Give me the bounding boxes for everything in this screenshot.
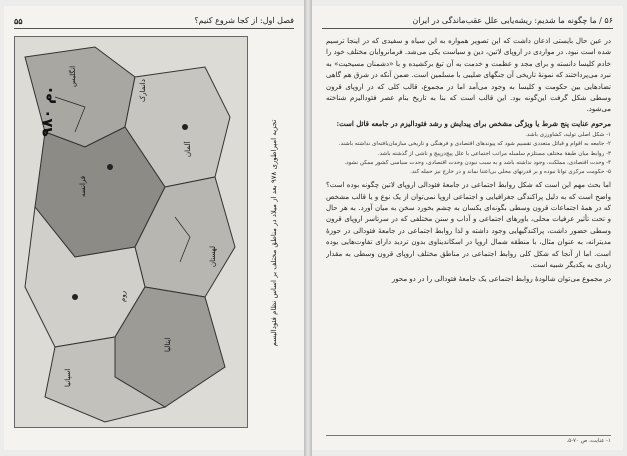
left-page-number: ۵۵ [14, 16, 23, 26]
list-item: ۱- شکل اصلی تولید، کشاورزی باشد. [525, 132, 611, 139]
book-gutter [304, 0, 312, 456]
paragraph: در مجموع می‌توان شالودهٔ روابط اجتماعی یک جامعهٔ فئودالی را در دو محور [391, 274, 611, 283]
map-label: آلمان [184, 141, 192, 157]
paragraph: اما بحث مهم این است که شکل روابط اجتماعی در جامعهٔ فئودالی اروپای لاتین چگونه بوده است؟ واضح است که به دلیل پراکندگی جغرافیایی و اجتماعی اروپا نمی‌توان از یک نوع و یا قالب مشخص که در همهٔ اجتماعات قرون وسطی بگونه‌ای یکسان به چشم بخورد سخن به میان آورد. به هر حال و تحت تأثیر عرفیات محلی، باورهای اجتماعی و آداب و سنن مختلفی که در سرتاسر اروپای قرون وسطی حضور داشت، پراکندگیهایی وجود داشته و لذا روابط اجتماعی در جامعهٔ فئودالی در حوزهٔ مدیترانه، به عنوان مثال، با منطقه شمال اروپا در اسکاندیناوی بدون تردید دارای تفاوت‌هایی بوده است. اما از آنجا که شکل کلی روابط اجتماعی در مناطق مختلف اروپای قرون وسطی به مقدار زیادی به یکدیگر شبیه است. [326, 181, 611, 270]
list-item: ۲- جامعه به اقوام و قبائل متعددی تقسیم شود که پیوندهای اقتصادی و فرهنگی و تاریخی سازمان‌یافته‌ای نداشته باشند. [338, 141, 611, 148]
left-running-header [14, 14, 294, 29]
list-item: ۵- حکومت مرکزی توانا نبوده و بر قدرتهای محلی بی‌اعتنا نماند و در خارج نیز حمله کند. [410, 169, 611, 176]
historical-map [14, 36, 248, 428]
paragraph: در عین حال بایستی اذعان داشت که این تصویر همواره به این سیاه و سفیدی که در اینجا ترسیم شده است نبود. در مواردی در اروپای لاتین، دین و سیاست یکی می‌شد. فرمانروایان مختلف خود را خادم کلیسا دانسته و برای مجد و عظمت و خدمت به آن تیغ برکشیده و با «دشمنان مسیحیت» به نبرد می‌پرداختند که نمونهٔ تاریخی آن جنگهای صلیبی با مسلمین است. ضمن آنکه در شرق هم گاهی تضادهایی بین حکومت و کلیسا به وجود می‌آمد اما در مجموع، قالب کلی که در اروپای قرون وسطی شکل گرفت این‌گونه بود. این قالب است که بنا به تاریخ بنام عصر فئودالیزم شناخته می‌شود. [326, 37, 611, 114]
right-running-header [322, 14, 613, 29]
map-label: لهستان [209, 246, 217, 267]
map-label: دانمارک [139, 79, 147, 102]
list-item: ۳- روابط میان طبقهٔ مختلف مستلزم سلسله مراتب اجتماعی با علل پیچ‌در‌پیچ و ناشی از گذشته باشد. [377, 150, 611, 157]
footnote: ۱- عنایت، ص ۷۰-۵. [326, 435, 611, 446]
map-label: ایتالیا [164, 337, 172, 352]
list-item: ۴- وحدت اقتصادی، مملکت، وجود نداشته باشد و به سبب نبودن وحدت اقتصادی، وحدت سیاسی کشور ممکن نشود. [344, 159, 611, 166]
map-label: اسپانیا [64, 368, 72, 387]
era-text: ۹۸۰ م. [38, 87, 56, 137]
figure-caption [254, 40, 294, 426]
left-page [4, 6, 304, 450]
right-page [312, 6, 623, 450]
map-label: فرانسه [79, 175, 87, 197]
era-label [29, 77, 65, 147]
right-header-title: ۵۶ / ما چگونه ما شدیم: ریشه‌یابی علل عقب‌ماندگی در ایران [412, 16, 613, 25]
map-label: انگلیس [69, 65, 77, 87]
paragraph: مرحوم عنایت پنج شرط یا ویژگی مشخص برای پیدایش و رشد فئودالیزم در جامعه قائل است: [336, 118, 611, 128]
left-header-title: فصل اول: از کجا شروع کنیم؟ [194, 16, 294, 25]
right-body-text [326, 36, 611, 432]
figure-caption-text: تجزیه امپراطوری ۹۷۸ بعد از میلاد در مناطق مختلف بر اساس نظام فئودالیسم [270, 119, 278, 347]
conditions-list [326, 131, 611, 177]
map-label: روم [119, 290, 127, 302]
